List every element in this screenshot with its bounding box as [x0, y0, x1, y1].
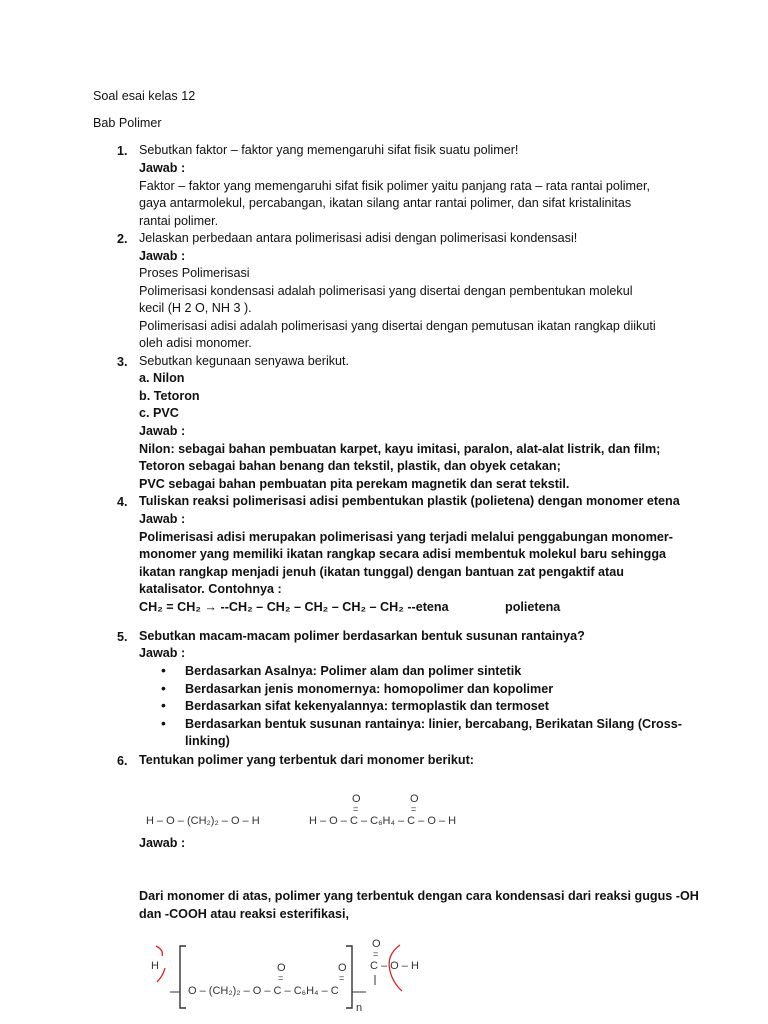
q3-answer-line: PVC sebagai bahan pembuatan pita perekam magnetik dan serat tekstil.	[139, 477, 570, 491]
q4-answer-line: katalisator. Contohnya :	[139, 582, 282, 596]
double-bond-mark: =	[373, 949, 379, 959]
carbonyl-oxygen: O	[410, 793, 419, 805]
q1-number: 1.	[117, 144, 128, 158]
bullet-icon: •	[161, 680, 166, 696]
subscript-n: n	[356, 1002, 363, 1014]
q6-answer-line: dan -COOH atau reaksi esterifikasi,	[139, 907, 349, 921]
q6-number: 6.	[117, 754, 128, 768]
bullet-icon: •	[161, 697, 166, 713]
bullet-icon: •	[161, 715, 166, 731]
q5-question: Sebutkan macam-macam polimer berdasarkan bentuk susunan rantainya?	[139, 629, 585, 643]
q2-answer-line: oleh adisi monomer.	[139, 336, 252, 350]
q6-answer-line: Dari monomer di atas, polimer yang terbentuk dengan cara kondensasi dari reaksi gugus -OH	[139, 889, 699, 903]
double-bond-mark: =	[339, 973, 345, 983]
q2-number: 2.	[117, 232, 128, 246]
q3-option: c. PVC	[139, 406, 179, 420]
red-mark-left	[156, 946, 162, 956]
q5-bullet-item: Berdasarkan bentuk susunan rantainya: linier, bercabang, Berikatan Silang (Cross-	[185, 717, 682, 731]
red-mark-left	[157, 968, 165, 982]
q5-bullet-item: Berdasarkan sifat kekenyalannya: termoplastik dan termoset	[185, 699, 549, 713]
q4-product: polietena	[505, 600, 561, 614]
chapter-title: Bab Polimer	[93, 116, 162, 130]
q5-bullet-item: Berdasarkan Asalnya: Polimer alam dan polimer sintetik	[185, 664, 522, 678]
q1-answer-line: gaya antarmolekul, percabangan, ikatan silang antar rantai polimer, dan sifat kristalinitas	[139, 196, 632, 210]
carbonyl-oxygen: O	[277, 962, 286, 974]
q3-question: Sebutkan kegunaan senyawa berikut.	[139, 354, 350, 368]
double-bond-mark: =	[353, 804, 359, 814]
q3-option: b. Tetoron	[139, 389, 200, 403]
q4-number: 4.	[117, 495, 128, 509]
q4-answer-line: monomer yang memiliki ikatan rangkap secara adisi membentuk molekul baru sehingga	[139, 547, 667, 561]
document-title: Soal esai kelas 12	[93, 89, 196, 103]
q3-answer-line: Nilon: sebagai bahan pembuatan karpet, kayu imitasi, paralon, alat-alat listrik, dan film;	[139, 442, 661, 456]
q4-answer-line: ikatan rangkap menjadi jenuh (ikatan tunggal) dengan bantuan zat pengaktif atau	[139, 565, 624, 579]
q3-jawab: Jawab :	[139, 424, 186, 438]
q1-jawab: Jawab :	[139, 161, 186, 175]
q2-answer-line: Proses Polimerisasi	[139, 266, 250, 280]
q3-option: a. Nilon	[139, 371, 185, 385]
carbonyl-oxygen: O	[338, 962, 347, 974]
q5-jawab: Jawab :	[139, 646, 186, 660]
q6-question: Tentukan polimer yang terbentuk dari monomer berikut:	[139, 753, 474, 767]
monomer-2-formula: H – O – C – C₆H₄ – C – O – H	[309, 815, 457, 827]
q4-answer-line: Polimerisasi adisi merupakan polimerisasi yang terjadi melalui penggabungan monomer-	[139, 530, 673, 544]
polymer-chain-formula: O – (CH₂)₂ – O – C – C₆H₄ – C	[188, 985, 339, 997]
monomer-1-formula: H – O – (CH₂)₂ – O – H	[146, 815, 260, 827]
q1-question: Sebutkan faktor – faktor yang memengaruhi sifat fisik suatu polimer!	[139, 143, 519, 157]
q3-answer-line: Tetoron sebagai bahan benang dan tekstil, plastik, dan obyek cetakan;	[139, 459, 561, 473]
q4-question: Tuliskan reaksi polimerisasi adisi pembentukan plastik (polietena) dengan monomer etena	[139, 494, 680, 508]
bracket-left	[180, 946, 186, 1008]
double-bond-mark: =	[278, 973, 284, 983]
bullet-icon: •	[161, 662, 166, 678]
q2-answer-line: Polimerisasi kondensasi adalah polimerisasi yang disertai dengan pembentukan molekul	[139, 284, 633, 298]
bracket-right	[346, 946, 352, 1008]
q4-reaction: CH₂ = CH₂ → --CH₂ – CH₂ – CH₂ – CH₂ – CH₂ --etena	[139, 600, 449, 614]
q1-answer-line: rantai polimer.	[139, 214, 219, 228]
double-bond-mark: =	[411, 804, 417, 814]
q2-answer-line: Polimerisasi adisi adalah polimerisasi yang disertai dengan pemutusan ikatan rangkap diikuti	[139, 319, 656, 333]
polymer-end-group: C – O – H	[370, 960, 419, 972]
q2-question: Jelaskan perbedaan antara polimerisasi adisi dengan polimerisasi kondensasi!	[139, 231, 578, 245]
q5-bullet-item: Berdasarkan jenis monomernya: homopolimer dan kopolimer	[185, 682, 554, 696]
q5-bullet-item: linking)	[185, 734, 230, 748]
carbonyl-oxygen: O	[372, 938, 381, 950]
q2-answer-line: kecil (H 2 O, NH 3 ).	[139, 301, 252, 315]
q2-jawab: Jawab :	[139, 249, 186, 263]
carbonyl-oxygen: O	[352, 793, 361, 805]
q5-number: 5.	[117, 630, 128, 644]
q4-jawab: Jawab :	[139, 512, 186, 526]
q6-jawab: Jawab :	[139, 836, 186, 850]
q3-number: 3.	[117, 355, 128, 369]
polymer-h-end: H	[151, 960, 159, 972]
q1-answer-line: Faktor – faktor yang memengaruhi sifat fisik polimer yaitu panjang rata – rata rantai polimer,	[139, 179, 650, 193]
